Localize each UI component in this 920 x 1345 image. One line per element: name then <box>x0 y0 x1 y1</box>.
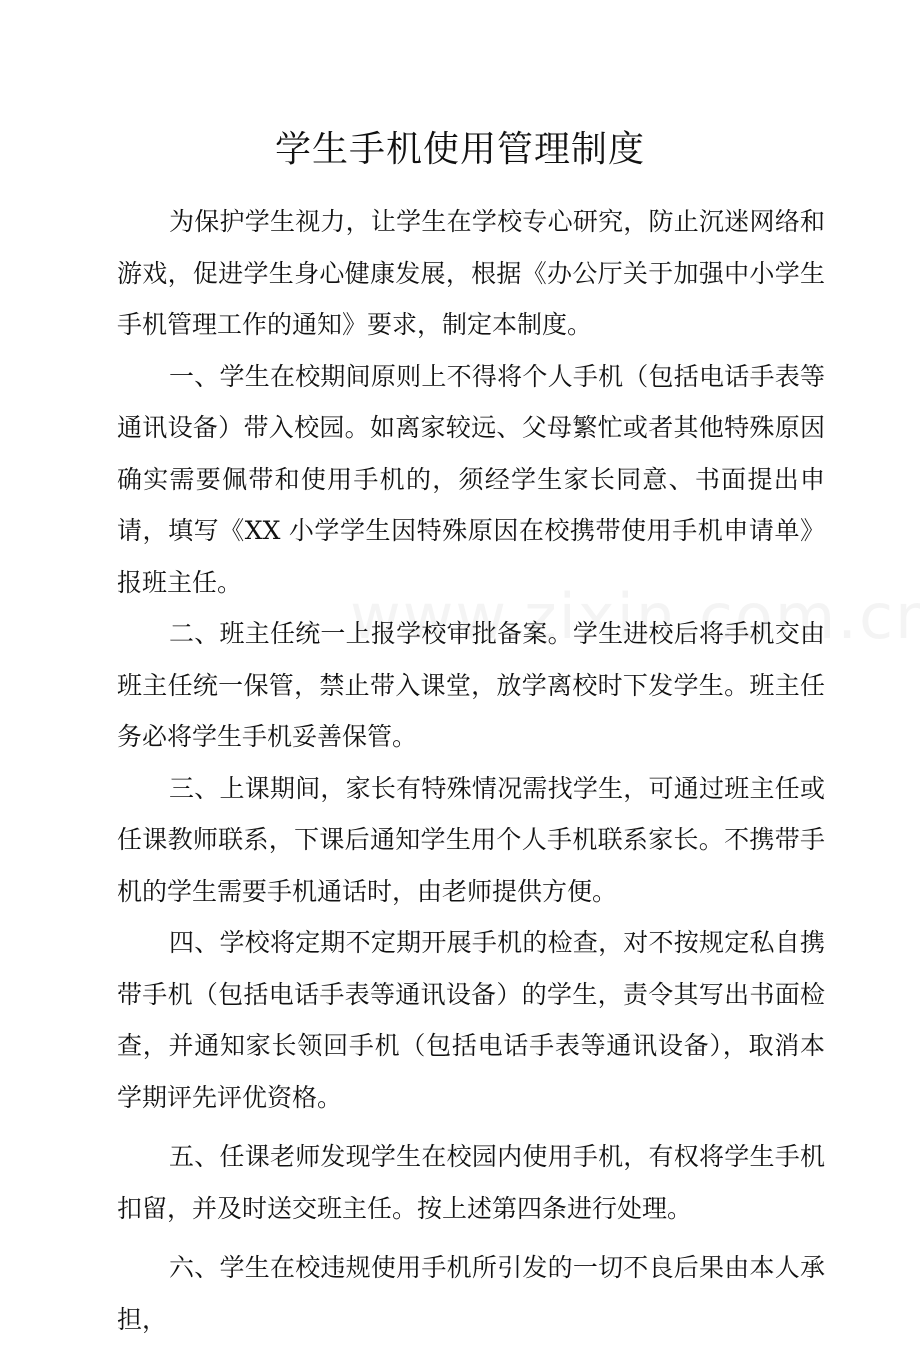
rule-paragraph-1: 一、学生在校期间原则上不得将个人手机（包括电话手表等通讯设备）带入校园。如离家较远、父母繁忙或者其他特殊原因确实需要佩带和使用手机的，须经学生家长同意、书面提出申请，填写《XX 小学学生因特殊原因在校携带使用手机申请单》报班主任。 <box>117 361 825 597</box>
rule-paragraph-4: 四、学校将定期不定期开展手机的检查，对不按规定私自携带手机（包括电话手表等通讯设备）的学生，责令其写出书面检查，并通知家长领回手机（包括电话手表等通讯设备），取消本学期评先评优资格。 <box>117 928 825 1112</box>
rule-paragraph-6: 六、学生在校违规使用手机所引发的一切不良后果由本人承担， <box>117 1253 825 1334</box>
rule-paragraph-5: 五、任课老师发现学生在校园内使用手机，有权将学生手机扣留，并及时送交班主任。按上述第四条进行处理。 <box>117 1142 825 1223</box>
document-title: 学生手机使用管理制度 <box>274 129 645 171</box>
document-body <box>117 196 825 1345</box>
rule-paragraph-2: 二、班主任统一上报学校审批备案。学生进校后将手机交由班主任统一保管，禁止带入课堂，放学离校时下发学生。班主任务必将学生手机妥善保管。 <box>117 619 825 751</box>
intro-paragraph: 为保护学生视力，让学生在学校专心研究，防止沉迷网络和游戏，促进学生身心健康发展，根据《办公厅关于加强中小学生手机管理工作的通知》要求，制定本制度。 <box>117 207 825 339</box>
rule-paragraph-3: 三、上课期间，家长有特殊情况需找学生，可通过班主任或任课教师联系，下课后通知学生用个人手机联系家长。不携带手机的学生需要手机通话时，由老师提供方便。 <box>117 773 825 906</box>
